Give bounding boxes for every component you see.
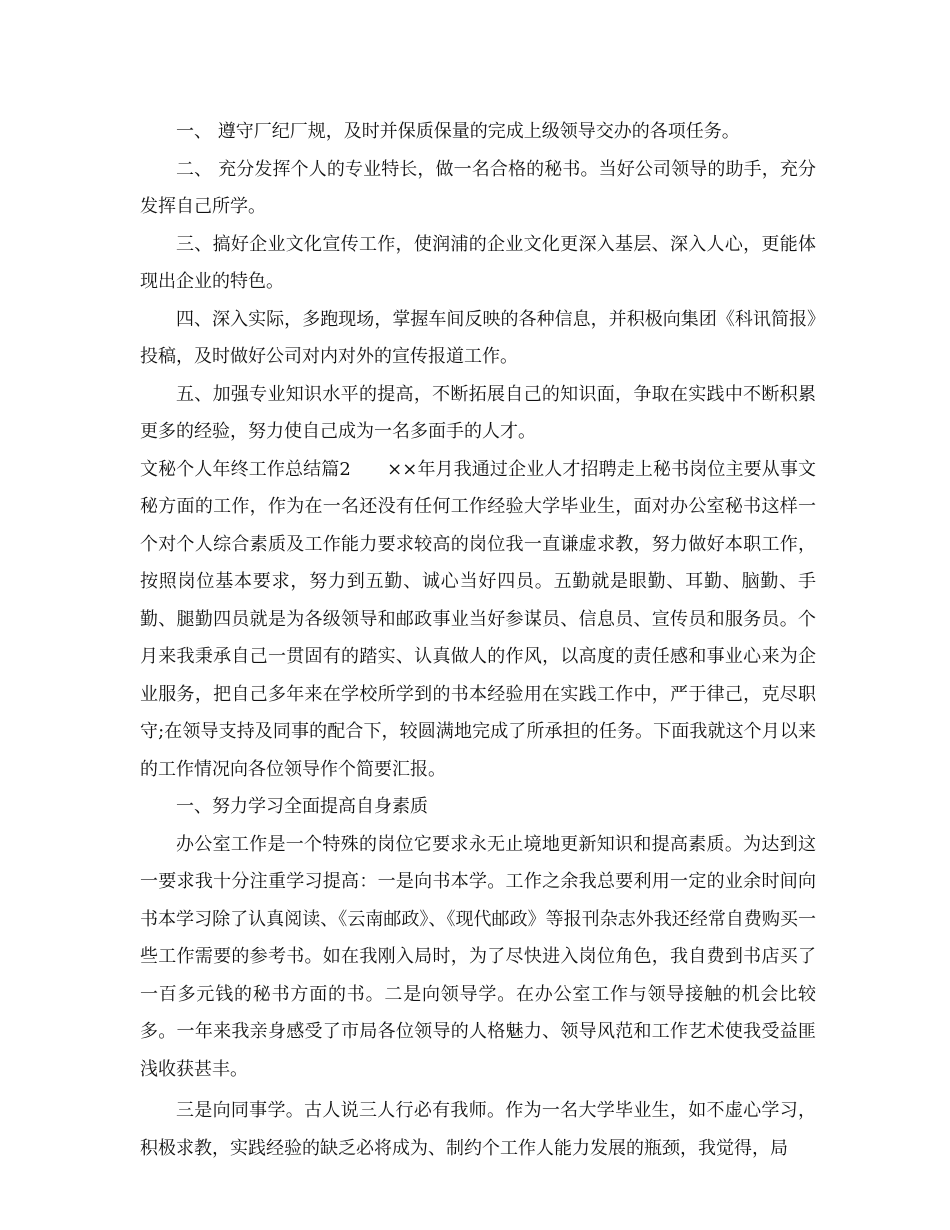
paragraph-item-1: 一、 遵守厂纪厂规，及时并保质保量的完成上级领导交办的各项任务。 xyxy=(176,121,740,142)
paragraph-item-2: 二、 充分发挥个人的专业特长，做一名合格的秘书。当好公司领导的助手，充分发挥自己所学。 xyxy=(140,158,816,217)
paragraph-item-4: 四、深入实际，多跑现场，掌握车间反映的各种信息，并积极向集团《科讯简报》投稿，及时做好公司对内对外的宣传报道工作。 xyxy=(140,308,816,367)
paragraph-item-3: 三、搞好企业文化宣传工作，使润浦的企业文化更深入基层、深入人心，更能体现出企业的特色。 xyxy=(140,233,816,292)
section-heading-paragraph: 文秘个人年终工作总结篇2 ××年月我通过企业人才招聘走上秘书岗位主要从事文秘方面的工作，作为在一名还没有任何工作经验大学毕业生，面对办公室秘书这样一个对个人综合素质及工作能力要求较高的岗位我一直谦虚求教，努力做好本职工作，按照岗位基本要求，努力到五勤、诚心当好四员。五勤就是眼勤、耳勤、脑勤、手勤、腿勤四员就是为各级领导和邮政事业当好参谋员、信息员、宣传员和服务员。个月来我秉承自己一贯固有的踏实、认真做人的作风，以高度的责任感和事业心来为企业服务，把自己多年来在学校所学到的书本经验用在实践工作中，严于律己，克尽职守;在领导支持及同事的配合下，较圆满地完成了所承担的任务。下面我就这个月以来的工作情况向各位领导作个简要汇报。 xyxy=(140,458,816,780)
document-body xyxy=(140,113,816,1167)
paragraph-item-5: 五、加强专业知识水平的提高，不断拓展自己的知识面，争取在实践中不断积累更多的经验，努力使自己成为一名多面手的人才。 xyxy=(140,383,816,442)
subsection-heading: 一、努力学习全面提高自身素质 xyxy=(176,796,428,817)
paragraph-study: 办公室工作是一个特殊的岗位它要求永无止境地更新知识和提高素质。为达到这一要求我十分注重学习提高：一是向书本学。工作之余我总要利用一定的业余时间向书本学习除了认真阅读、《云南邮政》、《现代邮政》等报刊杂志外我还经常自费购买一些工作需要的参考书。如在我刚入局时，为了尽快进入岗位角色，我自费到书店买了一百多元钱的秘书方面的书。二是向领导学。在办公室工作与领导接触的机会比较多。一年来我亲身感受了市局各位领导的人格魅力、领导风范和工作艺术使我受益匪浅收获甚丰。 xyxy=(140,833,816,1080)
paragraph-colleagues: 三是向同事学。古人说三人行必有我师。作为一名大学毕业生，如不虚心学习，积极求教，实践经验的缺乏必将成为、制约个工作人能力发展的瓶颈，我觉得，局 xyxy=(140,1100,816,1159)
